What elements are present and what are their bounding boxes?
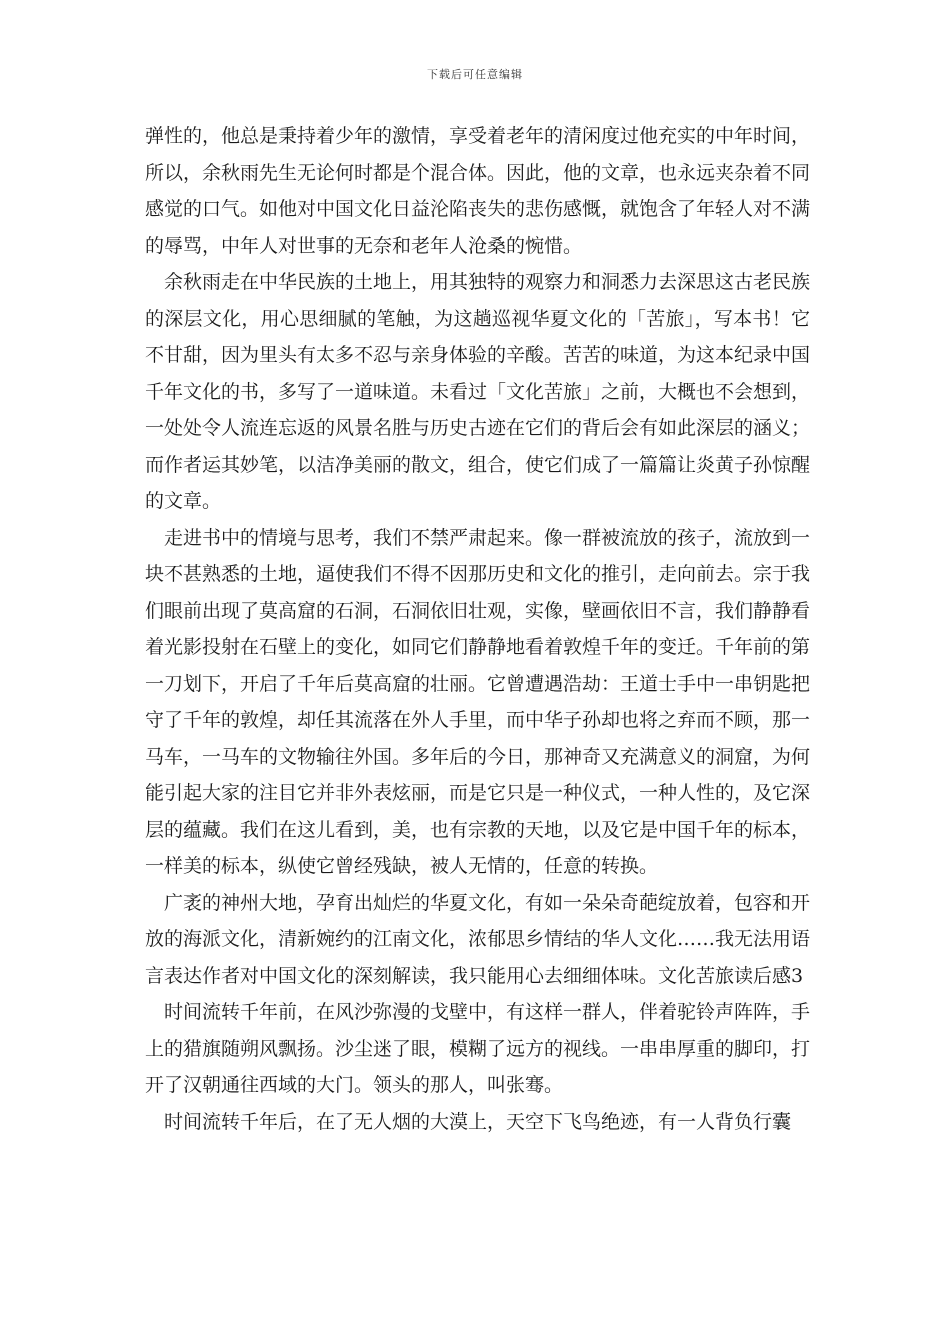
paragraph-3: 走进书中的情境与思考，我们不禁严肃起来。像一群被流放的孩子，流放到一块不甚熟悉的土地，逼使我们不得不因那历史和文化的推引，走向前去。宗于我们眼前出现了莫高窟的石洞，石洞依旧壮观，实像，壁画依旧不言，我们静静看着光影投射在石壁上的变化，如同它们静静地看着敦煌千年的变迁。千年前的第一刀划下，开启了千年后莫高窟的壮丽。它曾遭遇浩劫：王道士手中一串钥匙把守了千年的敦煌，却任其流落在外人手里，而中华子孙却也将之弃而不顾，那一马车，一马车的文物输往外国。多年后的今日，那神奇又充满意义的洞窟，为何能引起大家的注目它并非外表炫丽，而是它只是一种仪式，一种人性的，及它深层的蕴藏。我们在这儿看到，美，也有宗教的天地，以及它是中国千年的标本，一样美的标本，纵使它曾经残缺，被人无情的，任意的转换。 [145,526,811,877]
paragraph-2: 余秋雨走在中华民族的土地上，用其独特的观察力和洞悉力去深思这古老民族的深层文化，用心思细腻的笔触，为这趟巡视华夏文化的「苦旅」，写本书！它不甘甜，因为里头有太多不忍与亲身体验的辛酸。苦苦的味道，为这本纪录中国千年文化的书，多写了一道味道。未看过「文化苦旅」之前，大概也不会想到，一处处令人流连忘返的风景名胜与历史古迹在它们的背后会有如此深层的涵义；而作者运其妙笔，以洁净美丽的散文，组合，使它们成了一篇篇让炎黄子孙惊醒的文章。 [145,271,811,512]
document-body [145,118,810,1140]
paragraph-4: 广袤的神州大地，孕育出灿烂的华夏文化，有如一朵朵奇葩绽放着，包容和开放的海派文化，清新婉约的江南文化，浓郁思乡情结的华人文化……我无法用语言表达作者对中国文化的深刻解读，我只能用心去细细体味。文化苦旅读后感3 [145,891,811,987]
paragraph-6: 时间流转千年后，在了无人烟的大漠上，天空下飞鸟绝迹，有一人背负行囊 [164,1110,792,1133]
page-header-note: 下载后可任意编辑 [427,68,523,81]
paragraph-1: 弹性的，他总是秉持着少年的激情，享受着老年的清闲度过他充实的中年时间，所以，余秋雨先生无论何时都是个混合体。因此，他的文章，也永远夹杂着不同感觉的口气。如他对中国文化日益沦陷丧失的悲伤感慨，就饱含了年轻人对不满的辱骂，中年人对世事的无奈和老年人沧桑的惋惜。 [145,125,811,257]
paragraph-5: 时间流转千年前，在风沙弥漫的戈壁中，有这样一群人，伴着驼铃声阵阵，手上的猎旗随朔风飘扬。沙尘迷了眼，模糊了远方的视线。一串串厚重的脚印，打开了汉朝通往西域的大门。领头的那人，叫张骞。 [145,1001,811,1096]
